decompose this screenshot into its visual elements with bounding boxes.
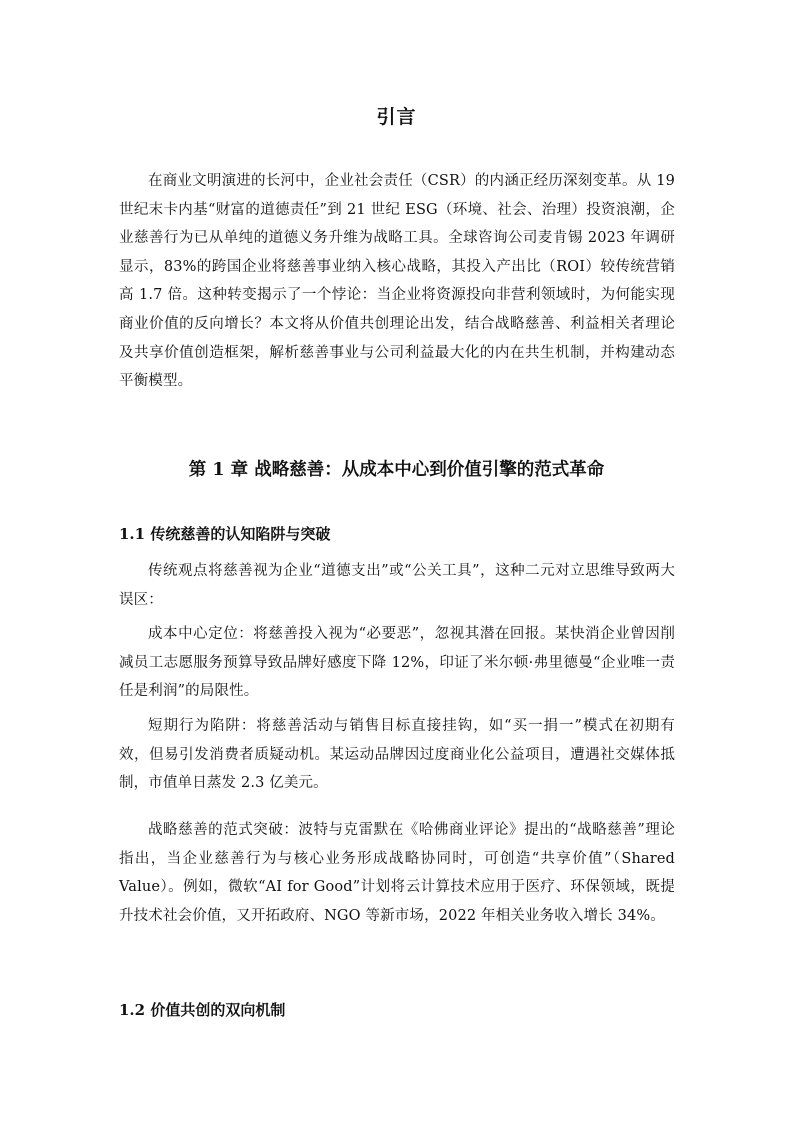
intro-paragraph: 在商业文明演进的长河中，企业社会责任（CSR）的内涵正经历深刻变革。从 19 世纪末卡内基“财富的道德责任”到 21 世纪 ESG（环境、社会、治理）投资浪潮，企业慈善行为已从单纯的道德义务升维为战略工具。全球咨询公司麦肯锡 2023 年调研显示，83%的跨国企业将慈善事业纳入核心战略，其投入产出比（ROI）较传统营销高 1.7 倍。这种转变揭示了一个悖论：当企业将资源投向非营利领域时，为何能实现商业价值的反向增长？本文将从价值共创理论出发，结合战略慈善、利益相关者理论及共享价值创造框架，解析慈善事业与公司利益最大化的内在共生机制，并构建动态平衡模型。: [119, 173, 675, 390]
section-heading-1-1: 1.1 传统慈善的认知陷阱与突破: [119, 525, 331, 543]
section-1-1-paragraph: 战略慈善的范式突破：波特与克雷默在《哈佛商业评论》提出的“战略慈善”理论指出，当企业慈善行为与核心业务形成战略协同时，可创造“共享价值”（Shared Value）。例如，微软“AI for Good”计划将云计算技术应用于医疗、环保领域，既提升技术社会价值，又开拓政府、NGO 等新市场，2022 年相关业务收入增长 34%。: [119, 822, 675, 924]
section-1-1-paragraph: 短期行为陷阱：将慈善活动与销售目标直接挂钩，如“买一捐一”模式在初期有效，但易引发消费者质疑动机。某运动品牌因过度商业化公益项目，遭遇社交媒体抵制，市值单日蒸发 2.3 亿美元。: [119, 718, 675, 792]
section-heading-1-2: 1.2 价值共创的双向机制: [119, 1001, 286, 1019]
chapter-heading: 第 1 章 战略慈善：从成本中心到价值引擎的范式革命: [188, 460, 605, 480]
section-1-1-paragraph: 传统观点将慈善视为企业“道德支出”或“公关工具”，这种二元对立思维导致两大误区：: [119, 563, 675, 608]
page-title: 引言: [376, 106, 417, 128]
section-1-1-paragraph: 成本中心定位：将慈善投入视为“必要恶”，忽视其潜在回报。某快消企业曾因削减员工志愿服务预算导致品牌好感度下降 12%，印证了米尔顿·弗里德曼“企业唯一责任是利润”的局限性。: [119, 626, 675, 700]
